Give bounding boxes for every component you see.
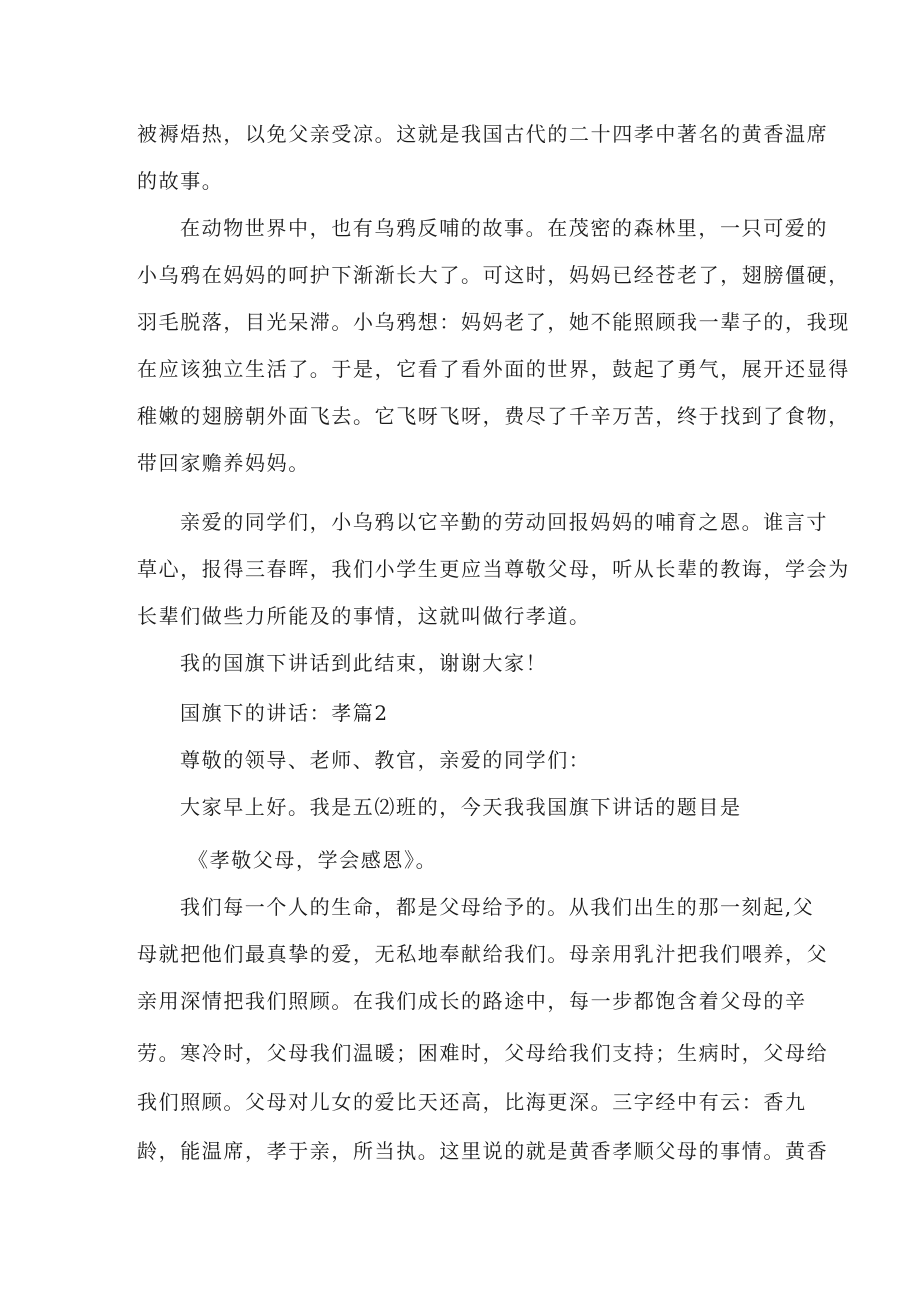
- salutation: 尊敬的领导、老师、教官，亲爱的同学们：: [180, 748, 591, 772]
- paragraph-line: 亲爱的同学们，小乌鸦以它辛勤的劳动回报妈妈的哺育之恩。谁言寸: [180, 510, 828, 534]
- paragraph-line: 稚嫩的翅膀朝外面飞去。它飞呀飞呀，费尽了千辛万苦，终于找到了食物，: [137, 404, 850, 428]
- section-heading: 国旗下的讲话：孝篇2: [180, 701, 389, 725]
- paragraph-line: 的故事。: [137, 169, 224, 193]
- paragraph-line: 带回家赡养妈妈。: [137, 451, 310, 475]
- paragraph-line: 我们照顾。父母对儿女的爱比天还高，比海更深。三字经中有云：香九: [137, 1090, 807, 1114]
- paragraph-line: 亲用深情把我们照顾。在我们成长的路途中，每一步都饱含着父母的辛: [137, 989, 807, 1013]
- paragraph-line: 母就把他们最真挚的爱，无私地奉献给我们。母亲用乳汁把我们喂养，父: [137, 942, 829, 966]
- paragraph-line: 小乌鸦在妈妈的呵护下渐渐长大了。可这时，妈妈已经苍老了，翅膀僵硬，: [137, 263, 850, 287]
- paragraph-line: 我们每一个人的生命，都是父母给予的。从我们出生的那一刻起,父: [180, 895, 815, 919]
- speech-title: 《孝敬父母，学会感恩》。: [188, 848, 438, 872]
- paragraph-line: 长辈们做些力所能及的事情，这就叫做行孝道。: [137, 604, 591, 628]
- paragraph-line: 被褥焐热，以免父亲受凉。这就是我国古代的二十四孝中著名的黄香温席: [137, 122, 829, 146]
- paragraph-line: 在应该独立生活了。于是，它看了看外面的世界，鼓起了勇气，展开还显得: [137, 357, 850, 381]
- paragraph-line: 草心，报得三春晖，我们小学生更应当尊敬父母，听从长辈的教诲，学会为: [137, 557, 850, 581]
- paragraph-line: 大家早上好。我是五⑵班的，今天我我国旗下讲话的题目是: [180, 795, 742, 819]
- paragraph-line: 在动物世界中，也有乌鸦反哺的故事。在茂密的森林里，一只可爱的: [180, 216, 828, 240]
- paragraph-line: 龄，能温席，孝于亲，所当执。这里说的就是黄香孝顺父母的事情。黄香: [137, 1139, 829, 1163]
- closing-line: 我的国旗下讲话到此结束，谢谢大家！: [180, 651, 548, 675]
- paragraph-line: 羽毛脱落，目光呆滞。小乌鸦想：妈妈老了，她不能照顾我一辈子的，我现: [137, 310, 850, 334]
- paragraph-line: 劳。寒冷时，父母我们温暖；困难时，父母给我们支持；生病时，父母给: [137, 1041, 829, 1065]
